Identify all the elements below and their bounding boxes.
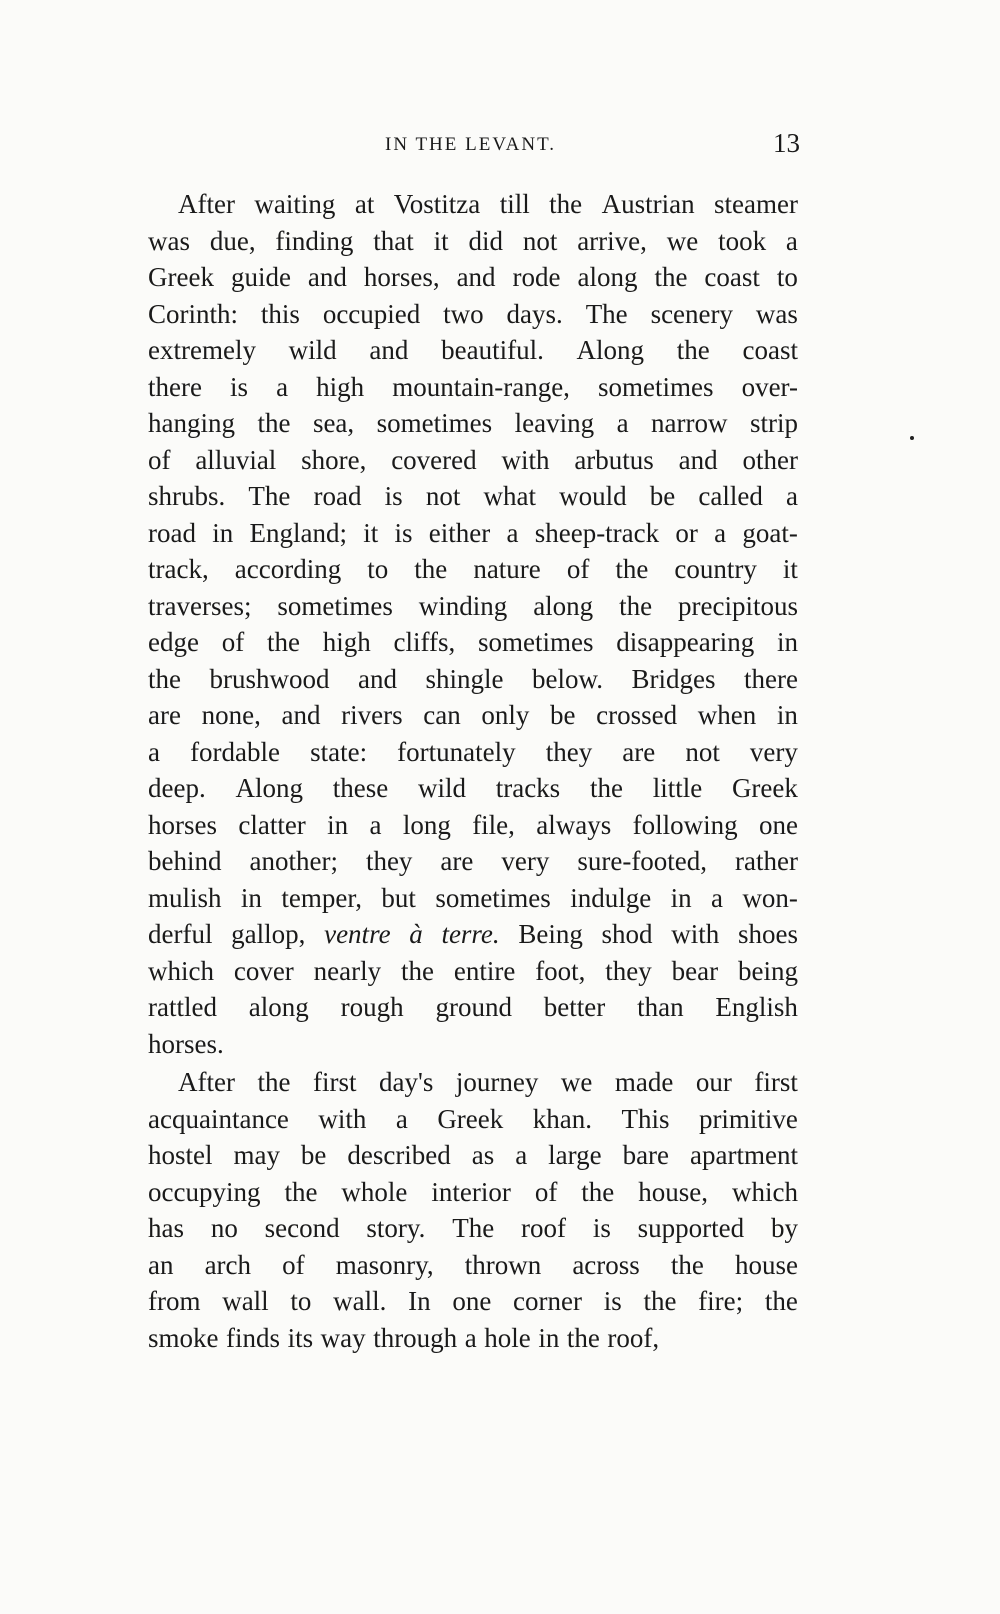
running-head: IN THE LEVANT. xyxy=(385,134,557,155)
text-line: there is a high mountain-range, sometimes over- xyxy=(148,371,798,402)
text-line: horses. xyxy=(148,1028,224,1059)
text-line: behind another; they are very sure-footed, rather xyxy=(148,846,798,876)
text-line: After the first day's journey we made our first xyxy=(178,1067,798,1097)
text-line: track, according to the nature of the country it xyxy=(148,554,798,584)
text-line: an arch of masonry, thrown across the house xyxy=(148,1249,798,1280)
text-line: road in England; it is either a sheep-track or a goat- xyxy=(148,517,798,548)
text-line: acquaintance with a Greek khan. This primitive xyxy=(148,1103,798,1134)
text-line: horses clatter in a long file, always following one xyxy=(148,809,798,840)
text-line: was due, finding that it did not arrive, we took a xyxy=(148,225,798,256)
text-line: the brushwood and shingle below. Bridges there xyxy=(148,663,798,694)
text-line: Corinth: this occupied two days. The scenery was xyxy=(148,298,798,329)
body-text xyxy=(148,186,798,1356)
text-line: derful gallop, ventre à terre. Being shod with shoes xyxy=(148,919,798,949)
text-line: are none, and rivers can only be crossed when in xyxy=(148,700,798,730)
text-line: occupying the whole interior of the house, which xyxy=(148,1176,798,1207)
page-header xyxy=(150,128,800,168)
text-line: traverses; sometimes winding along the precipitous xyxy=(148,590,798,621)
text-line: After waiting at Vostitza till the Austrian steamer xyxy=(178,189,798,219)
paragraph-2 xyxy=(148,1064,798,1356)
text-line: smoke finds its way through a hole in the roof, xyxy=(148,1322,660,1353)
text-line: from wall to wall. In one corner is the fire; the xyxy=(148,1286,798,1316)
page-number: 13 xyxy=(773,128,800,158)
text-line: a fordable state: fortunately they are not very xyxy=(148,736,798,767)
text-line: edge of the high cliffs, sometimes disappearing in xyxy=(148,627,798,657)
text-line: which cover nearly the entire foot, they bear being xyxy=(148,955,798,986)
text-line: Greek guide and horses, and rode along the coast to xyxy=(148,262,798,292)
text-line: mulish in temper, but sometimes indulge in a won- xyxy=(148,882,798,913)
text-line: of alluvial shore, covered with arbutus and other xyxy=(148,444,798,475)
paragraph-1 xyxy=(148,186,798,1062)
text-line: has no second story. The roof is supported by xyxy=(148,1213,798,1243)
text-line: hanging the sea, sometimes leaving a narrow strip xyxy=(148,408,798,438)
text-line: extremely wild and beautiful. Along the coast xyxy=(148,335,798,365)
text-line: rattled along rough ground better than English xyxy=(148,992,798,1022)
print-speck xyxy=(910,436,914,440)
text-line: deep. Along these wild tracks the little Greek xyxy=(148,773,798,803)
text-line: hostel may be described as a large bare apartment xyxy=(148,1140,798,1170)
text-line: shrubs. The road is not what would be called a xyxy=(148,481,798,511)
